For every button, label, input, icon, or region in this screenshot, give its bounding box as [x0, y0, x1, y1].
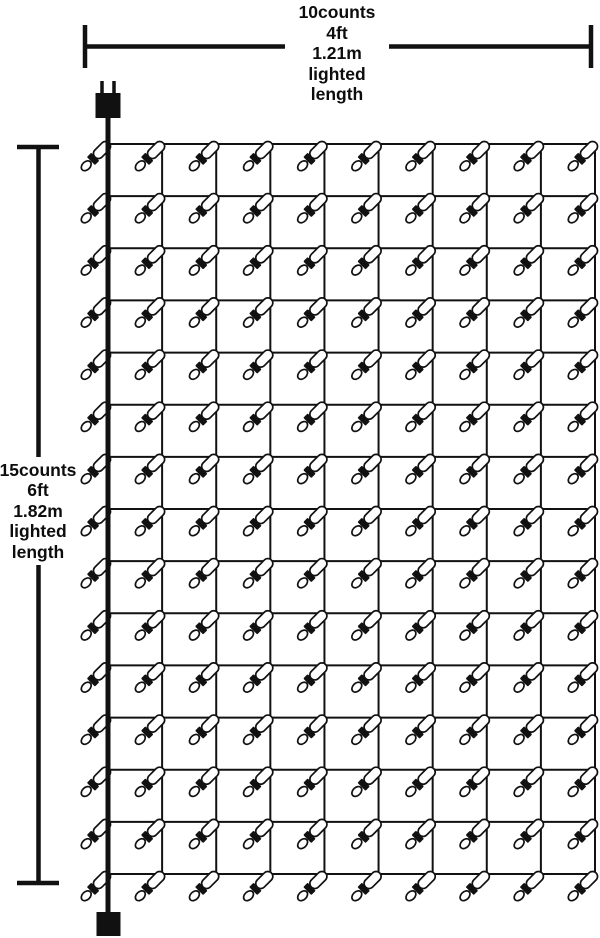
end-connector-icon [97, 912, 121, 936]
left-dimension-word-lighted: lighted [9, 521, 67, 542]
power-plug-icon [96, 81, 121, 118]
top-dimension-feet: 4ft [326, 22, 348, 43]
top-dimension-label [285, 0, 389, 108]
left-dimension-meters: 1.82m [13, 500, 63, 521]
light-bulbs [78, 139, 600, 904]
top-dimension-word-lighted: lighted [308, 63, 366, 84]
left-dimension-count: 15counts [0, 459, 77, 480]
left-dimension-label [0, 457, 80, 565]
top-dimension-word-length: length [310, 84, 364, 105]
net-grid [108, 144, 595, 874]
top-dimension-meters: 1.21m [312, 43, 362, 64]
top-dimension-count: 10counts [298, 2, 376, 22]
left-dimension-word-length: length [11, 541, 65, 562]
left-dimension-feet: 6ft [27, 480, 49, 501]
